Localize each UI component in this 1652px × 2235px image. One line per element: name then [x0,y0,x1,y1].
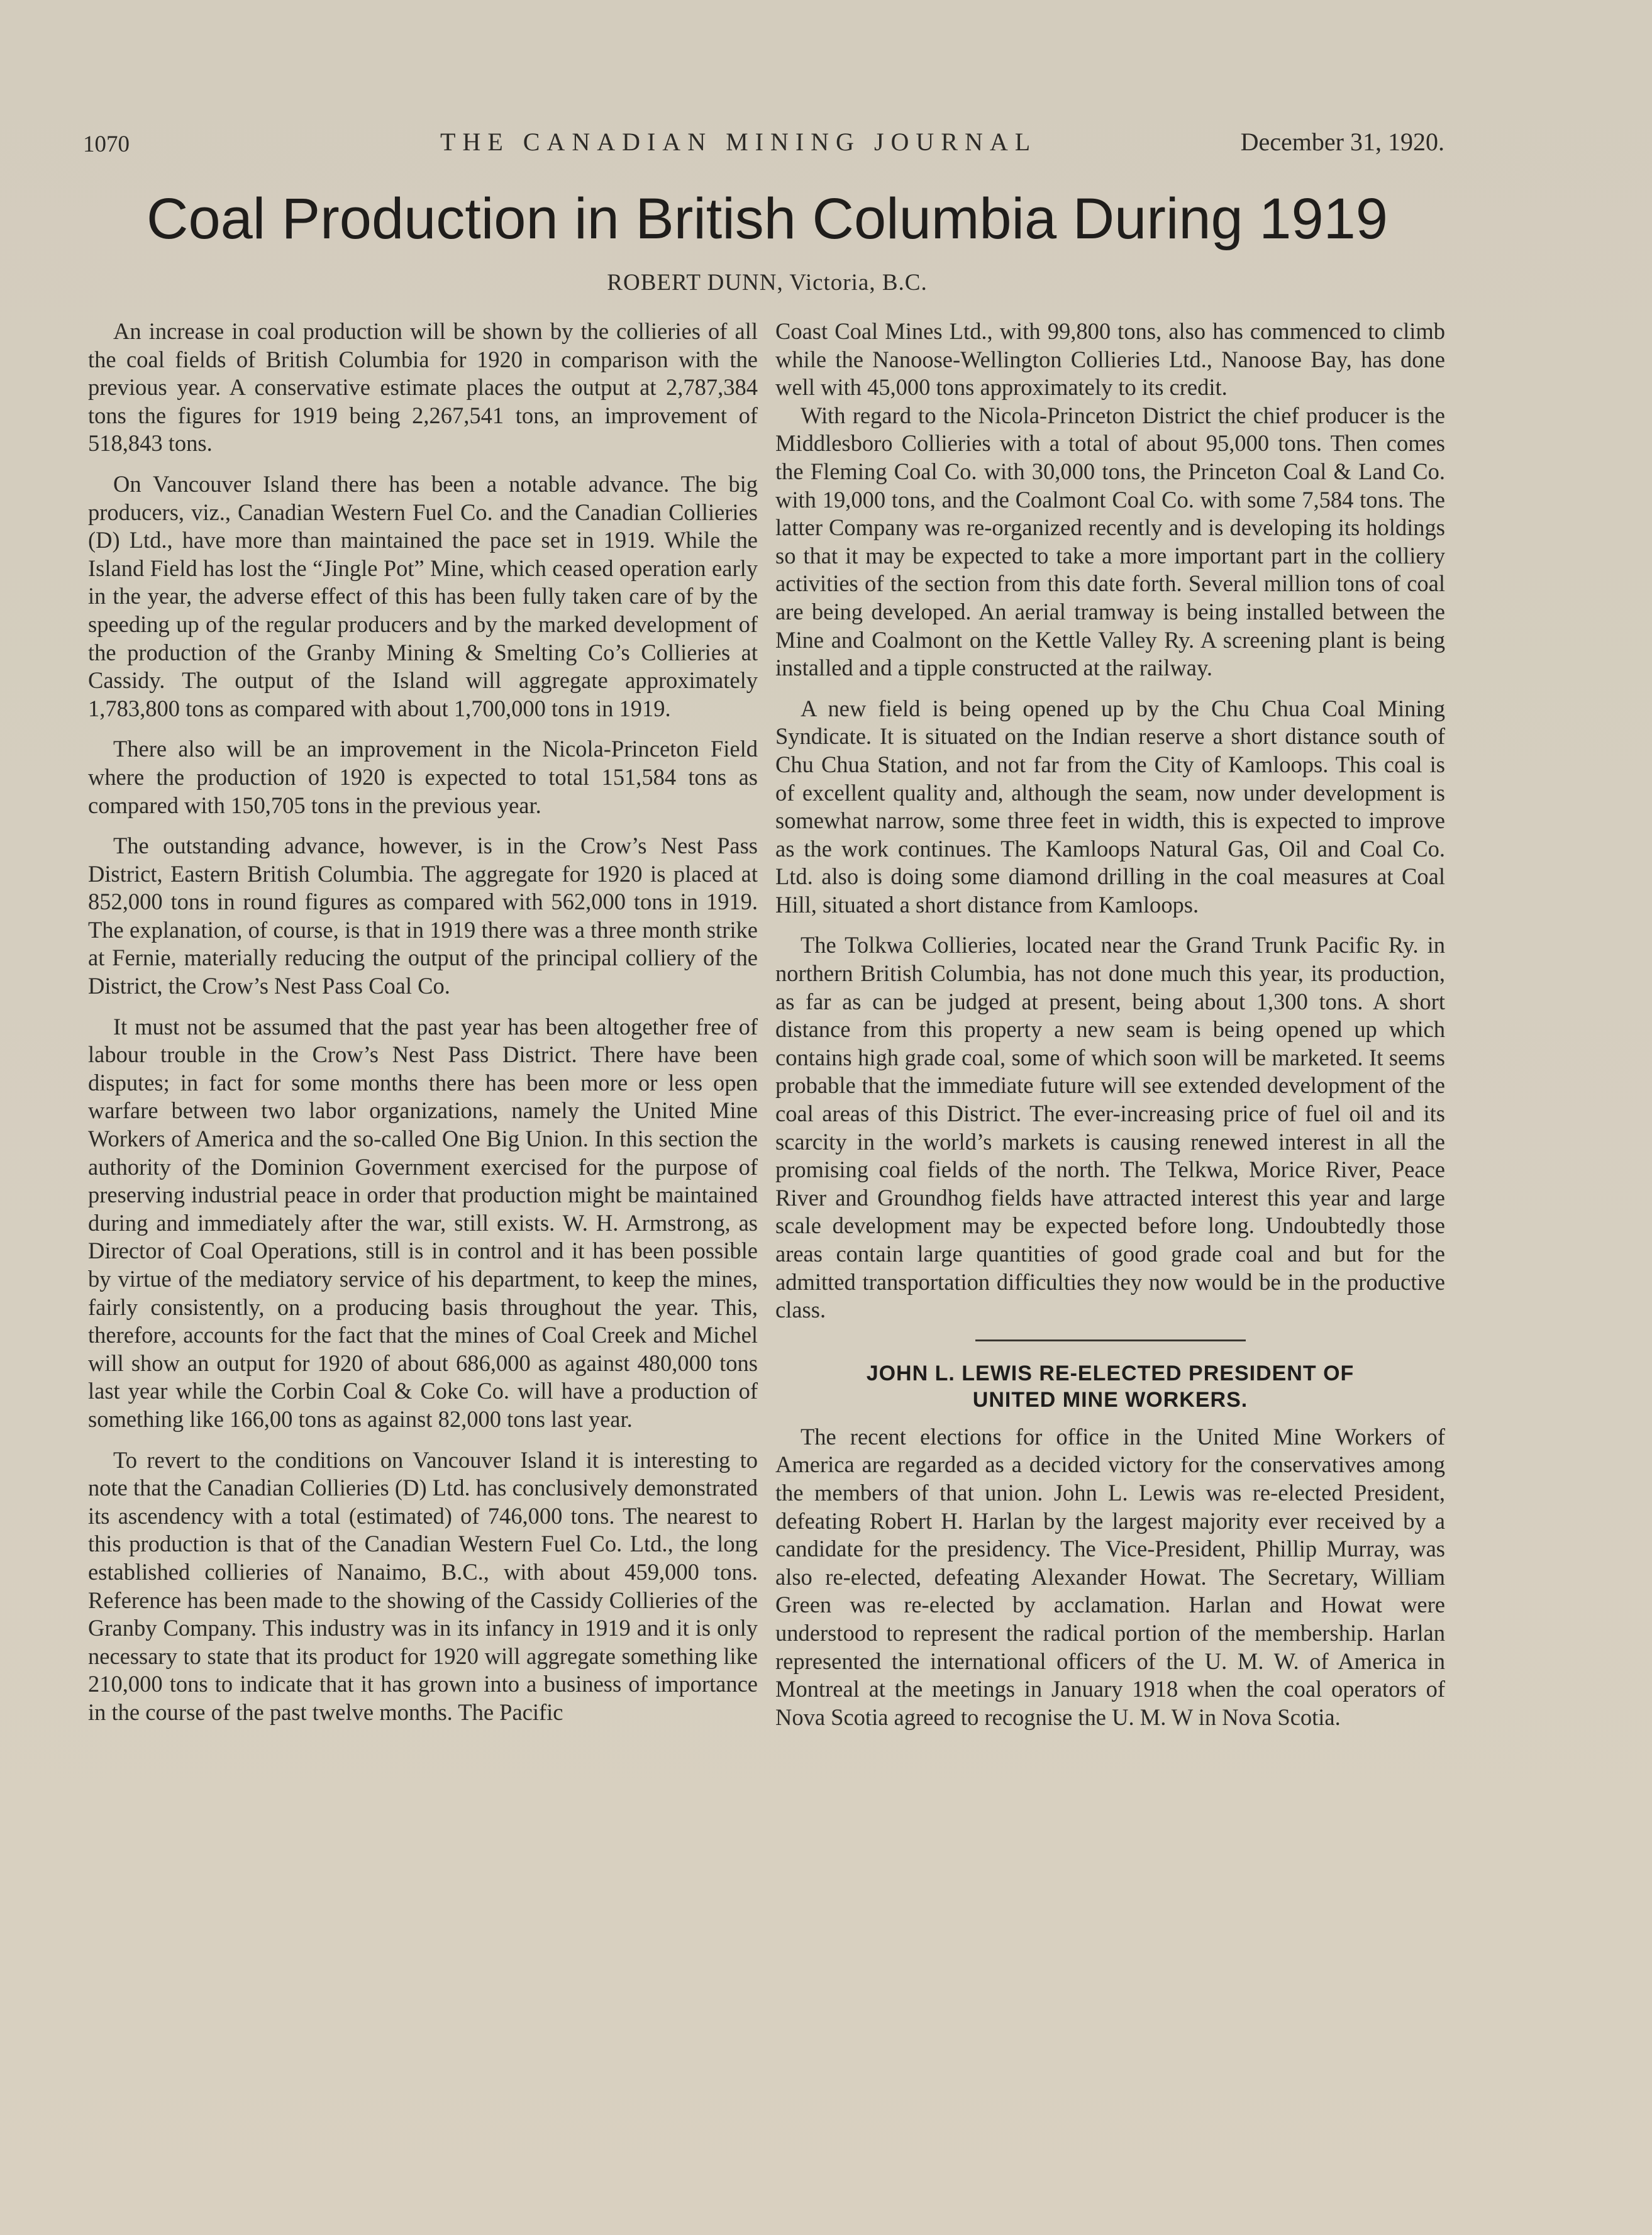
journal-name: THE CANADIAN MINING JOURNAL [440,128,1038,156]
page-number: 1070 [83,131,130,157]
news-headline [775,1360,1445,1413]
news-body: The recent elections for office in the United Mine Workers of America are regarded as a decided victory for the conservatives among the members of that union. John L. Lewis was re-elected President, defeating Robert H. Harlan by the largest majority ever received by a candidate for the presidency. The Vice-President, Phillip Murray, was also re-elected, defeating Alexander Howat. The Secretary, William Green was re-elected by acclamation. Harlan and Howat were understood to represent the radical portion of the membership. Harlan represented the international officers of the U. M. W. of America in Montreal at the meetings in January 1918 when the coal operators of Nova Scotia agreed to recognise the U. M. W in Nova Scotia. [775,1423,1445,1730]
article-paragraph: On Vancouver Island there has been a notable advance. The big producers, viz., Canadian Western Fuel Co. and the Canadian Collieries (D) Ltd., have more than maintained the pace set in 1919. While the Island Field has lost the “Jingle Pot” Mine, which ceased operation early in the year, the adverse effect of this has been fully taken care of by the speeding up of the regular producers and by the marked development of the production of the Granby Mining & Smelting Co’s Collieries at Cassidy. The output of the Island will aggregate approximately 1,783,800 tons as compared with about 1,700,000 tons in 1919. [88,470,758,721]
issue-date: December 31, 1920. [1240,128,1444,156]
news-headline-line-1: JOHN L. LEWIS RE-ELECTED PRESIDENT OF [866,1361,1355,1385]
section-divider [975,1339,1246,1341]
article-paragraph: It must not be assumed that the past year has been altogether free of labour trouble in the Crow’s Nest Pass District. There have been disputes; in fact for some months there has been more or less open warfare between two labor organizations, namely the United Mine Workers of America and the so-called One Big Union. In this section the authority of the Dominion Government exercised for the purpose of preserving industrial peace in order that production might be maintained during and immediately after the war, still exists. W. H. Armstrong, as Director of Coal Operations, still is in control and it has been possible by virtue of the mediatory service of his department, to keep the mines, fairly consistently, on a producing basis throughout the year. This, therefore, accounts for the fact that the mines of Coal Creek and Michel will show an output for 1920 of about 686,000 as against 480,000 tons last year while the Corbin Coal & Coke Co. will have a production of something like 166,00 tons as against 82,000 tons last year. [88,1013,758,1432]
article-paragraph: The outstanding advance, however, is in the Crow’s Nest Pass District, Eastern British Columbia. The aggregate for 1920 is placed at 852,000 tons in round figures as compared with 562,000 tons in 1919. The explanation, of course, is that in 1919 there was a three month strike at Fernie, materially reducing the output of the principal colliery of the District, the Crow’s Nest Pass Coal Co. [88,833,758,999]
running-head [0,123,1652,161]
right-column [775,318,1445,1731]
article-paragraph: There also will be an improvement in the Nicola-Princeton Field where the production of 1920 is expected to total 151,584 tons as compared with 150,705 tons in the previous year. [88,736,758,818]
article-byline: ROBERT DUNN, Victoria, B.C. [607,270,928,296]
article-paragraph: A new field is being opened up by the Chu Chua Coal Mining Syndicate. It is situated on the Indian reserve a short distance south of Chu Chua Station, and not far from the City of Kamloops. This coal is of excellent quality and, although the seam, now under development is somewhat narrow, some three feet in width, this is expected to improve as the work continues. The Kamloops Natural Gas, Oil and Coal Co. Ltd. also is doing some diamond drilling in the coal measures at Coal Hill, situated a short distance from Kamloops. [775,695,1445,918]
news-headline-line-2: UNITED MINE WORKERS. [972,1387,1248,1412]
article-paragraph: To revert to the conditions on Vancouver Island it is interesting to note that the Canadian Collieries (D) Ltd. has conclusively demonstrated its ascendency with a total (estimated) of 746,000 tons. The nearest to this production is that of the Canadian Western Fuel Co. Ltd., the long established collieries of Nanaimo, B.C., with about 459,000 tons. Reference has been made to the showing of the Cassidy Collieries of the Granby Company. This industry was in its infancy in 1919 and it is only necessary to state that its product for 1920 will aggregate something like 210,000 tons to indicate that it has grown into a business of importance in the course of the past twelve months. The Pacific [88,1446,758,1725]
article-paragraph: With regard to the Nicola-Princeton District the chief producer is the Middlesboro Collieries with a total of about 95,000 tons. Then comes the Fleming Coal Co. with 30,000 tons, the Princeton Coal & Land Co. with 19,000 tons, and the Coalmont Coal Co. with some 7,584 tons. The latter Company was re-organized recently and is developing its holdings so that it may be expected to take a more important part in the colliery activities of the section from this date forth. Several million tons of coal are being developed. An aerial tramway is being installed between the Mine and Coalmont on the Kettle Valley Ry. A screening plant is being installed and a tipple constructed at the railway. [775,402,1445,681]
left-column [88,318,758,1727]
article-paragraph-continued: Coast Coal Mines Ltd., with 99,800 tons, also has commenced to climb while the Nanoose-Wellington Collieries Ltd., Nanoose Bay, has done well with 45,000 tons approximately to its credit. [775,318,1445,401]
article-paragraph: The Tolkwa Collieries, located near the Grand Trunk Pacific Ry. in northern British Columbia, has not done much this year, its production, as far as can be judged at present, being about 1,300 tons. A short distance from this property a new seam is being opened up which contains high grade coal, some of which soon will be marketed. It seems probable that the immediate future will see extended development of the coal areas of this District. The ever-increasing price of fuel oil and its scarcity in the world’s markets is causing renewed interest in all the promising coal fields of the north. The Telkwa, Morice River, Peace River and Groundhog fields have attracted interest this year and large scale development may be expected before long. Undoubtedly those areas contain large quantities of good grade coal and but for the admitted transportation difficulties they now would be in the productive class. [775,932,1445,1323]
article-title: Coal Production in British Columbia During 1919 [147,187,1388,251]
article-paragraph: An increase in coal production will be shown by the collieries of all the coal fields of British Columbia for 1920 in comparison with the previous year. A conservative estimate places the output at 2,787,384 tons the figures for 1919 being 2,267,541 tons, an improvement of 518,843 tons. [88,318,758,457]
